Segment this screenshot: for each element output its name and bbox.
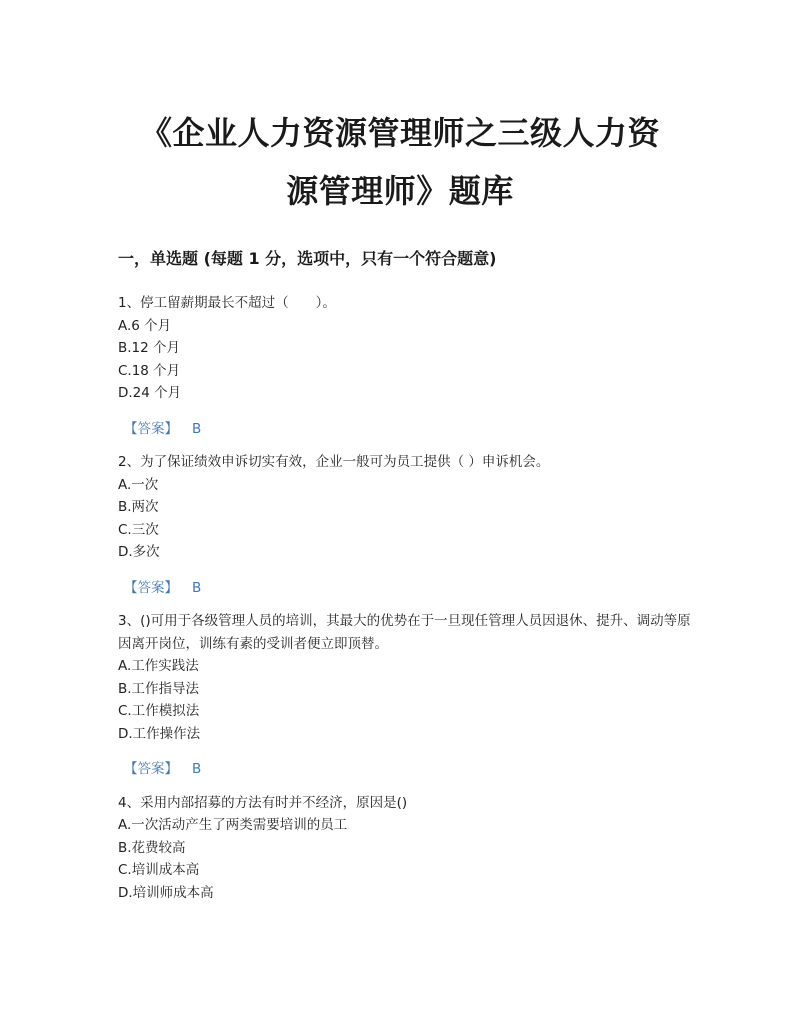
- option-d: D.24 个月: [118, 385, 182, 401]
- question-4: [118, 792, 698, 905]
- question-stem: 1、停工留薪期最长不超过（ ）。: [118, 295, 336, 311]
- option-d: D.工作操作法: [118, 725, 201, 742]
- answer-value: B: [192, 761, 202, 777]
- question-1: [118, 292, 698, 440]
- answer-row: [118, 577, 698, 600]
- answer-value: B: [192, 420, 202, 437]
- option-b: B.两次: [118, 499, 159, 515]
- document-title: [100, 104, 700, 220]
- answer-label: 【答案】: [124, 761, 178, 777]
- answer-value: B: [192, 579, 202, 596]
- document-title-line-1: 《企业人力资源管理师之三级人力资: [139, 114, 660, 152]
- answer-row: [118, 418, 698, 441]
- option-a: A.一次活动产生了两类需要培训的员工: [118, 817, 348, 833]
- option-d: D.多次: [118, 544, 160, 560]
- section-heading: 一，单选题 (每题 1 分，选项中，只有一个符合题意): [118, 249, 497, 268]
- document-title-line-2: 源管理师》题库: [286, 172, 514, 210]
- question-2: [118, 451, 698, 599]
- question-stem: 3、()可用于各级管理人员的培训，其最大的优势在于一旦现任管理人员因退休、提升、调动等原因离开岗位，训练有素的受训者便立即顶替。: [118, 613, 691, 652]
- option-c: C.工作模拟法: [118, 703, 200, 719]
- option-a: A.一次: [118, 476, 159, 493]
- option-a: A.工作实践法: [118, 658, 199, 674]
- answer-label: 【答案】: [124, 579, 178, 596]
- option-b: B.工作指导法: [118, 680, 200, 697]
- question-3: [118, 610, 698, 781]
- question-stem: 2、为了保证绩效申诉切实有效，企业一般可为员工提供（ ）申诉机会。: [118, 454, 550, 470]
- option-c: C.培训成本高: [118, 862, 200, 878]
- option-b: B.花费较高: [118, 839, 186, 856]
- option-d: D.培训师成本高: [118, 884, 214, 901]
- option-b: B.12 个月: [118, 340, 181, 356]
- question-list: [118, 292, 698, 904]
- answer-label: 【答案】: [124, 420, 178, 437]
- option-a: A.6 个月: [118, 317, 172, 334]
- option-c: C.三次: [118, 521, 159, 538]
- option-c: C.18 个月: [118, 362, 181, 379]
- answer-row: [118, 758, 698, 781]
- question-stem: 4、采用内部招募的方法有时并不经济，原因是(): [118, 794, 408, 811]
